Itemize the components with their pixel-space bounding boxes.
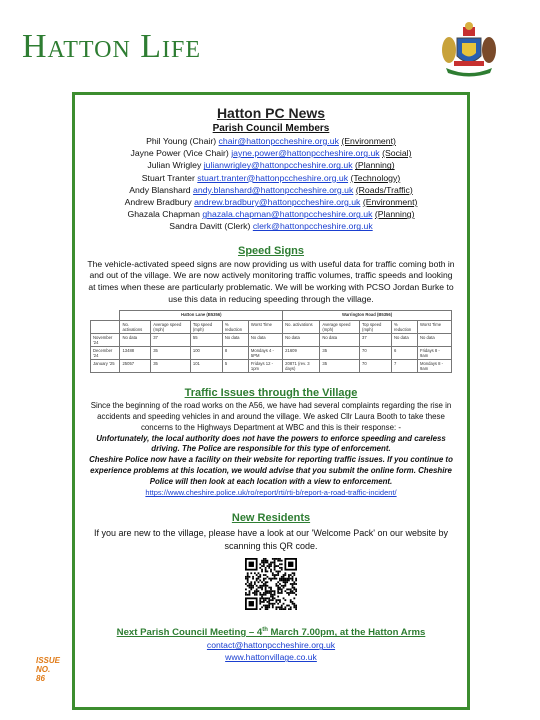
next-meeting-line xyxy=(83,627,459,638)
meeting-date-suffix: th xyxy=(262,627,268,634)
member-row xyxy=(83,172,459,184)
police-report-link[interactable]: https://www.cheshire.police.uk/ro/report/rti/rti-b/report-a-road-traffic-incident/ xyxy=(145,488,397,498)
table-cell: No data xyxy=(320,333,360,346)
news-panel xyxy=(72,92,470,710)
table-cell: 55 xyxy=(190,333,222,346)
members-heading: Parish Council Members xyxy=(212,123,330,134)
welcome-pack-qr-code[interactable] xyxy=(245,558,297,610)
table-cell: Fridays 12 - 1pm xyxy=(248,359,282,372)
table-cell: 35 xyxy=(151,359,191,372)
masthead-title: Hatton Life xyxy=(22,28,202,65)
table-cell: 101 xyxy=(190,359,222,372)
member-row xyxy=(83,147,459,159)
members-list xyxy=(83,135,459,233)
table-cell: 37 xyxy=(151,333,191,346)
table-header-cell: Worst Time xyxy=(248,320,282,333)
member-row xyxy=(83,159,459,171)
table-cell: 35 xyxy=(151,346,191,359)
table-cell: No data xyxy=(222,333,248,346)
table-header-cell: No. activations xyxy=(120,320,151,333)
member-name: Andrew Bradbury xyxy=(124,197,192,208)
table-cell: 70 xyxy=(360,346,392,359)
table-cell: 6 xyxy=(392,346,418,359)
table-cell: 5 xyxy=(222,359,248,372)
meeting-text-start: Next Parish Council Meeting – 4 xyxy=(116,627,263,639)
table-cell: No data xyxy=(392,333,418,346)
table-cell: 21609 xyxy=(283,346,320,359)
table-cell: 25057 xyxy=(120,359,151,372)
table-cell: No data xyxy=(418,333,452,346)
member-row xyxy=(83,135,459,147)
table-header-cell: Average speed (mph) xyxy=(151,320,191,333)
member-role: (Environment) xyxy=(341,136,396,146)
issue-no-label: NO. xyxy=(36,665,51,674)
speed-signs-text: The vehicle-activated speed signs are now providing us with useful data for traffic coming both in and out of the village. We are now actively monitoring traffic volumes, traffic speeds and looking at times when these are particularly problematic. We will be working with PCSO Jordan Burke to use this data in reducing speeding through the village. xyxy=(87,258,455,305)
table-cell: No data xyxy=(248,333,282,346)
member-name: Jayne Power (Vice Chair) xyxy=(130,148,229,159)
member-email-link[interactable]: clerk@hattonpccheshire.org.uk xyxy=(252,221,373,232)
member-role: (Technology) xyxy=(350,172,401,183)
member-name: Julian Wrigley xyxy=(147,160,202,171)
newsletter-title: Hatton PC News xyxy=(216,105,326,121)
member-role: (Planning) xyxy=(374,209,415,220)
table-header-cell: Average speed (mph) xyxy=(320,320,360,333)
table-corner xyxy=(91,310,120,320)
table-cell: November '24 xyxy=(91,333,120,346)
issue-label: ISSUE xyxy=(36,656,61,665)
table-cell: 35 xyxy=(320,359,360,372)
table-group-hatton-lane: Hatton Lane (B5356) xyxy=(120,310,283,320)
website-link[interactable]: www.hattonvillage.co.uk xyxy=(225,652,317,663)
contact-email-link[interactable]: contact@hattonpccheshire.org.uk xyxy=(206,640,336,651)
traffic-intro-text: Since the beginning of the road works on the A56, we have had several complaints regarding the rise in accidents and speeding vehicles in and around the village. We asked Cllr Laura Booth to take these concerns to the Highways Department at WBC and this is their response: - xyxy=(90,400,452,432)
table-cell: Fridays 8 - 9am xyxy=(418,346,452,359)
member-name: Stuart Tranter xyxy=(141,172,195,183)
parish-crest-logo xyxy=(440,20,498,80)
member-email-link[interactable]: stuart.tranter@hattonpccheshire.org.uk xyxy=(197,172,349,183)
table-header-cell: Worst Time xyxy=(418,320,452,333)
member-role: (Social) xyxy=(382,148,412,159)
member-email-link[interactable]: jayne.power@hattonpccheshire.org.uk xyxy=(231,148,380,159)
member-row xyxy=(83,184,459,196)
traffic-council-response: Unfortunately, the local authority does not have the powers to enforce speeding and careless driving. The Police are responsible for this type of enforcement. xyxy=(96,433,446,454)
member-role: (Roads/Traffic) xyxy=(355,184,413,195)
issue-number: 86 xyxy=(36,674,45,683)
member-role: (Planning) xyxy=(355,160,395,171)
table-cell: 13488 xyxy=(120,346,151,359)
table-cell: January '25 xyxy=(91,359,120,372)
table-header-cell: Top speed (mph) xyxy=(360,320,392,333)
member-role: (Environment) xyxy=(362,197,418,208)
table-cell: 20871 (rev. 3 days) xyxy=(283,359,320,372)
member-email-link[interactable]: julianwrigley@hattonpccheshire.org.uk xyxy=(203,160,353,171)
member-name: Phil Young (Chair) xyxy=(146,136,217,146)
member-name: Andy Blanshard xyxy=(129,184,191,195)
member-row xyxy=(83,220,459,232)
member-row xyxy=(83,208,459,220)
table-header-cell: No. activations xyxy=(283,320,320,333)
traffic-police-advice: Cheshire Police now have a facility on their website for reporting traffic issues. If you continue to experience problems at this location, we would advise that you submit the online form. Cheshire Police will then look at each location with a view to enforcement. xyxy=(89,455,453,487)
table-header-row xyxy=(91,320,452,333)
table-cell: No data xyxy=(120,333,151,346)
member-name: Sandra Davitt (Clerk) xyxy=(169,221,251,232)
issue-number-badge xyxy=(36,656,60,683)
table-cell: Mondays 4 - 5PM xyxy=(248,346,282,359)
member-row xyxy=(83,196,459,208)
member-email-link[interactable]: andy.blanshard@hattonpccheshire.org.uk xyxy=(193,184,354,195)
table-cell: December '24 xyxy=(91,346,120,359)
table-row xyxy=(91,359,452,372)
table-header-cell: % reduction xyxy=(392,320,418,333)
table-cell: No data xyxy=(283,333,320,346)
table-cell: Mondays 8 - 9am xyxy=(418,359,452,372)
table-cell: 37 xyxy=(360,333,392,346)
member-email-link[interactable]: ghazala.chapman@hattonpccheshire.org.uk xyxy=(202,209,373,220)
table-header-cell: Top speed (mph) xyxy=(190,320,222,333)
table-cell: 35 xyxy=(320,346,360,359)
new-residents-text: If you are new to the village, please have a look at our 'Welcome Pack' on our website by scanning this QR code. xyxy=(94,528,448,551)
table-cell: 7 xyxy=(392,359,418,372)
table-group-warrington-road: Warrington Road (B5356) xyxy=(283,310,452,320)
traffic-issues-heading: Traffic Issues through the Village xyxy=(184,386,358,399)
member-email-link[interactable]: chair@hattonpccheshire.org.uk xyxy=(218,136,339,146)
speed-signs-heading: Speed Signs xyxy=(237,244,305,257)
member-email-link[interactable]: andrew.bradbury@hattonpccheshire.org.uk xyxy=(194,197,361,208)
table-header-cell xyxy=(91,320,120,333)
member-name: Ghazala Chapman xyxy=(127,209,200,220)
table-cell: 8 xyxy=(222,346,248,359)
table-header-cell: % reduction xyxy=(222,320,248,333)
table-row xyxy=(91,346,452,359)
table-cell: 100 xyxy=(190,346,222,359)
table-cell: 70 xyxy=(360,359,392,372)
speed-data-table xyxy=(90,310,452,373)
new-residents-heading: New Residents xyxy=(231,512,311,525)
meeting-text-end: March 7.00pm, at the Hatton Arms xyxy=(267,627,426,639)
table-row xyxy=(91,333,452,346)
